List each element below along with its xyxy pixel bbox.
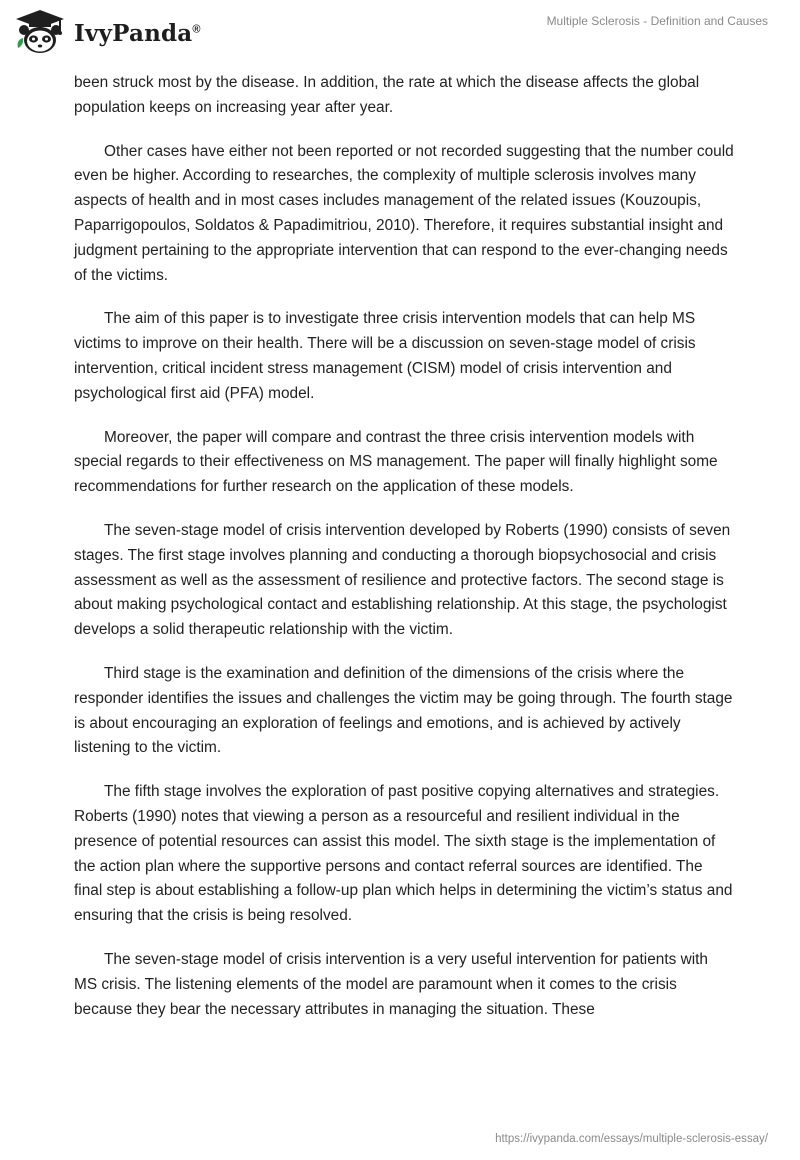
registered-mark: ® xyxy=(192,22,201,35)
page-header xyxy=(0,0,800,70)
panda-graduation-cap-icon xyxy=(14,8,66,56)
logo-text: IvyPanda® xyxy=(74,19,201,47)
essay-body xyxy=(74,71,734,1041)
source-url-link[interactable]: https://ivypanda.com/essays/multiple-sclerosis-essay/ xyxy=(495,1133,768,1145)
paragraph: The seven-stage model of crisis intervention is a very useful intervention for patients with MS crisis. The listening elements of the model are paramount when it comes to the crisis because they bear the necessary attributes in managing the situation. These xyxy=(74,950,708,1018)
paragraph: Other cases have either not been reported or not recorded suggesting that the number could even be higher. According to researches, the complexity of multiple sclerosis involves many aspects of health and in most cases includes management of the related issues (Kouzoupis, Paparrigopoulos, Soldatos & Papadimitriou, 2010). Therefore, it requires substantial insight and judgment pertaining to the appropriate intervention that can respond to the ever-changing needs of the victims. xyxy=(74,142,734,284)
paragraph: been struck most by the disease. In addition, the rate at which the disease affects the global population keeps on increasing year after year. xyxy=(74,74,700,116)
paragraph: Moreover, the paper will compare and contrast the three crisis intervention models with special regards to their effectiveness on MS management. The paper will finally highlight some recommendations for further research on the application of these models. xyxy=(74,428,718,496)
paragraph: The fifth stage involves the exploration of past positive copying alternatives and strategies. Roberts (1990) notes that viewing a person as a resourceful and resilient individual in the presence of potential resources can assist this model. The sixth stage is the implementation of the action plan where the supportive persons and contact referral sources are identified. The final step is about establishing a follow-up plan which helps in determining the victim’s status and ensuring that the crisis is being resolved. xyxy=(74,783,733,925)
paragraph: The aim of this paper is to investigate three crisis intervention models that can help MS victims to improve on their health. There will be a discussion on seven-stage model of crisis intervention, critical incident stress management (CISM) model of crisis intervention and psychological first aid (PFA) model. xyxy=(74,310,696,402)
paragraph: Third stage is the examination and definition of the dimensions of the crisis where the responder identifies the issues and challenges the victim may be going through. The fourth stage is about encouraging an exploration of feelings and emotions, and is achieved by actively listening to the victim. xyxy=(74,664,733,757)
paragraph: The seven-stage model of crisis intervention developed by Roberts (1990) consists of seven stages. The first stage involves planning and conducting a thorough biopsychosocial and crisis assessment as well as the assessment of resilience and protective factors. The second stage is about making psychological contact and establishing relationship. At this stage, the psychologist develops a solid therapeutic relationship with the victim. xyxy=(74,521,731,639)
document-title: Multiple Sclerosis - Definition and Causes xyxy=(546,14,768,28)
ivypanda-logo[interactable] xyxy=(14,8,201,56)
